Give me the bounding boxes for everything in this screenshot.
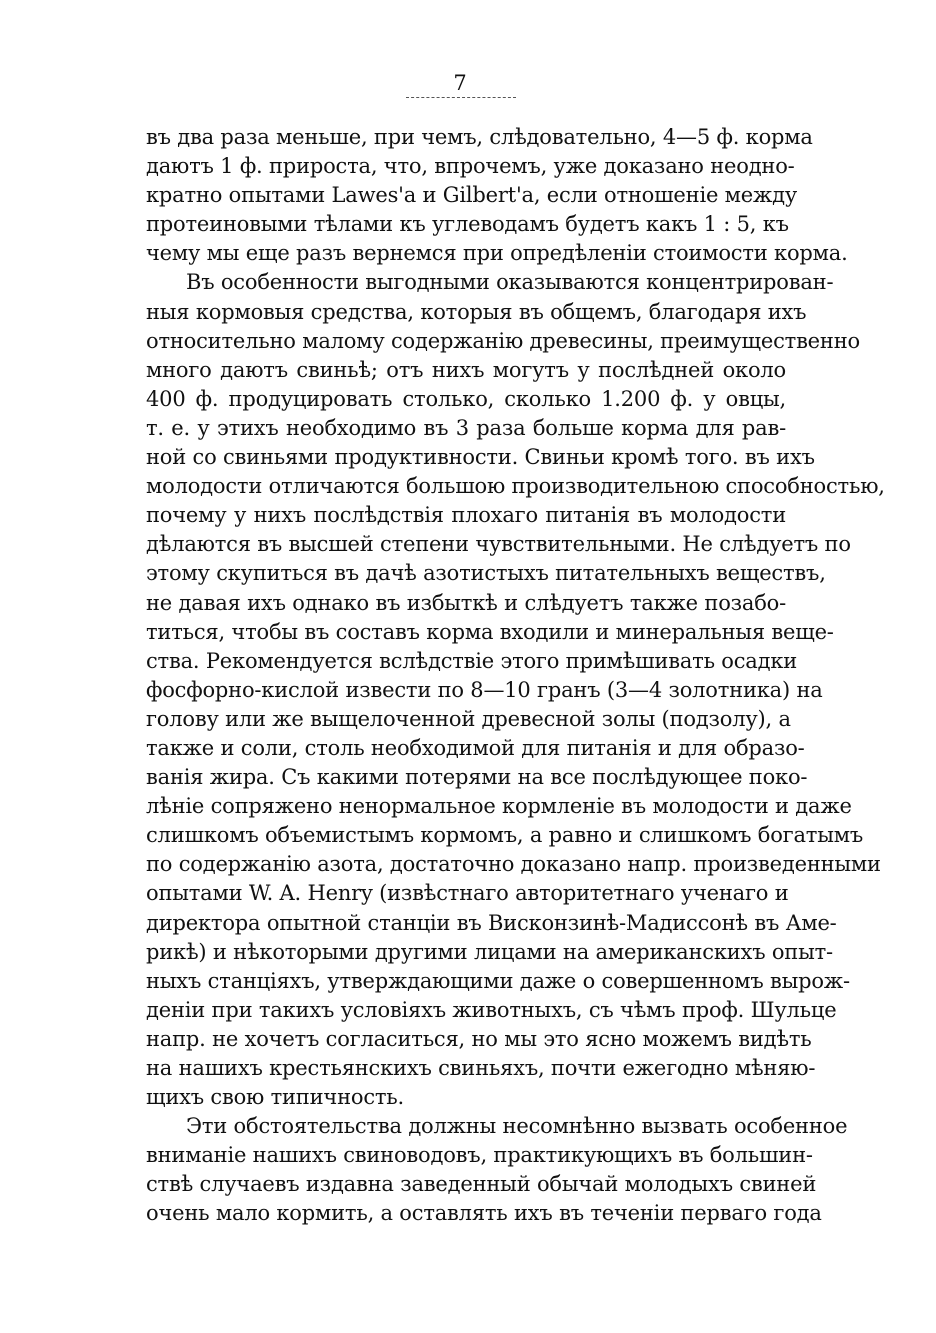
text-line: очень мало кормить, а оставлять ихъ въ теченіи перваго года [146,1201,822,1226]
page-number: 7 [453,71,467,95]
text-line: ствѣ случаевъ издавна заведенный обычай молодыхъ свиней [146,1172,817,1197]
text-line: много даютъ свиньѣ; отъ нихъ могутъ у послѣдней около [146,357,786,382]
header-rule [406,97,516,98]
text-line: этому скупиться въ дачѣ азотистыхъ питательныхъ веществъ, [146,561,826,586]
text-line: щихъ свою типичность. [146,1085,405,1110]
text-line: по содержанію азота, достаточно доказано напр. произведенными [146,852,881,877]
text-line: въ два раза меньше, при чемъ, слѣдовательно, 4—5 ф. корма [146,125,813,149]
text-line: почему у нихъ послѣдствія плохаго питанія въ молодости [146,503,786,528]
text-line: протеиновыми тѣлами къ углеводамъ будетъ какъ 1 : 5, къ [146,212,789,237]
text-line: чему мы еще разъ вернемся при опредѣленіи стоимости корма. [146,241,848,266]
text-line: кратно опытами Lawes'a и Gilbert'a, если отношеніе между [146,183,798,208]
text-line: ванія жира. Съ какими потерями на все послѣдующее поко- [146,765,808,790]
text-line: дѣлаются въ высшей степени чувствительными. Не слѣдуетъ по [146,532,851,557]
text-line: ныхъ станціяхъ, утверждающими даже о совершенномъ вырож- [146,968,850,993]
text-line: даютъ 1 ф. прироста, что, впрочемъ, уже доказано неодно- [146,154,795,179]
text-line: директора опытной станціи въ Висконзинѣ-Мадиссонѣ въ Аме- [146,910,837,935]
text-line: ства. Рекомендуется вслѣдствіе этого примѣшивать осадки [146,648,798,673]
text-line: на нашихъ крестьянскихъ свиньяхъ, почти ежегодно мѣняю- [146,1056,816,1080]
text-line: не давая ихъ однако въ избыткѣ и слѣдуетъ также позабо- [146,590,786,615]
text-line: также и соли, столь необходимой для питанія и для образо- [146,735,805,760]
text-line: деніи при такихъ условіяхъ животныхъ, съ чѣмъ проф. Шульце [146,997,837,1022]
body-text [146,123,885,1229]
text-line: Эти обстоятельства должны несомнѣнно вызвать особенное [186,1114,848,1139]
text-line: опытами W. A. Henry (извѣстнаго авторитетнаго ученаго и [146,881,789,906]
text-line: голову или же выщелоченной древесной золы (подзолу), а [146,706,791,731]
text-line: 400 ф. продуцировать столько, сколько 1.200 ф. у овцы, [146,386,786,411]
text-line: слишкомъ объемистымъ кормомъ, а равно и слишкомъ богатымъ [146,823,864,848]
text-line: лѣніе сопряжено ненормальное кормленіе въ молодости и даже [146,794,852,819]
text-line: напр. не хочетъ согласиться, но мы это ясно можемъ видѣть [146,1026,812,1051]
text-line: рикѣ) и нѣкоторыми другими лицами на американскихъ опыт- [146,939,833,964]
text-line: фосфорно-кислой извести по 8—10 гранъ (3—4 золотника) на [146,677,823,702]
text-line: ныя кормовыя средства, которыя въ общемъ, благодаря ихъ [146,299,807,324]
text-line: титься, чтобы въ составъ корма входили и минеральныя веще- [146,619,834,644]
text-line: относительно малому содержанію древесины, преимущественно [146,328,860,353]
text-line: т. е. у этихъ необходимо въ 3 раза больше корма для рав- [146,415,786,440]
text-line: вниманіе нашихъ свиноводовъ, практикующихъ въ большин- [146,1143,813,1168]
text-line: Въ особенности выгодными оказываются концентрирован- [186,270,834,295]
text-line: ной со свиньями продуктивности. Свиньи кромѣ того. въ ихъ [146,445,815,470]
text-line: молодости отличаются большою производительною способностью, [146,474,885,499]
